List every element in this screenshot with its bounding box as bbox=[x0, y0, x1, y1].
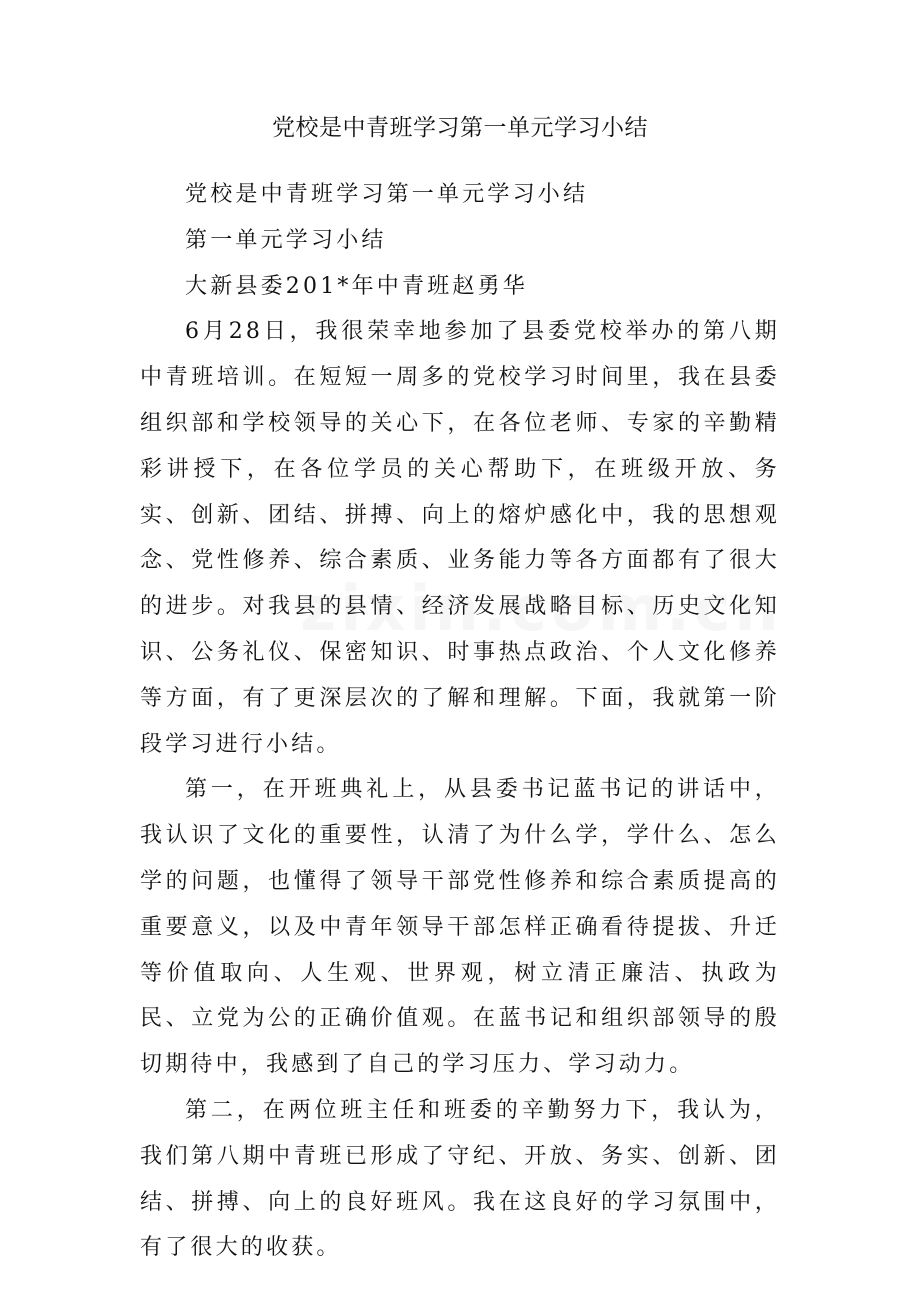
paragraph-intro: 6月28日，我很荣幸地参加了县委党校举办的第八期中青班培训。在短短一周多的党校学习时间里，我在县委组织部和学校领导的关心下，在各位老师、专家的辛勤精彩讲授下，在各位学员的关心帮助下，在班级开放、务实、创新、团结、拼搏、向上的熔炉感化中，我的思想观念、党性修养、综合素质、业务能力等各方面都有了很大的进步。对我县的县情、经济发展战略目标、历史文化知识、公务礼仪、保密知识、时事热点政治、个人文化修养等方面，有了更深层次的了解和理解。下面，我就第一阶段学习进行小结。 bbox=[140, 319, 780, 757]
paragraph-first: 第一，在开班典礼上，从县委书记蓝书记的讲话中，我认识了文化的重要性，认清了为什么学，学什么、怎么学的问题，也懂得了领导干部党性修养和综合素质提高的重要意义，以及中青年领导干部怎样正确看待提拔、升迁等价值取向、人生观、世界观，树立清正廉洁、执政为民、立党为公的正确价值观。在蓝书记和组织部领导的殷切期待中，我感到了自己的学习压力、学习动力。 bbox=[140, 777, 780, 1078]
paragraph-author: 大新县委201*年中青班赵勇华 bbox=[185, 273, 528, 299]
paragraph-second: 第二，在两位班主任和班委的辛勤努力下，我认为，我们第八期中青班已形成了守纪、开放、务实、创新、团结、拼搏、向上的良好班风。我在这良好的学习氛围中，有了很大的收获。 bbox=[140, 1097, 780, 1261]
paragraph-heading-repeat: 党校是中青班学习第一单元学习小结 bbox=[185, 182, 589, 207]
document-title: 党校是中青班学习第一单元学习小结 bbox=[272, 115, 648, 141]
document-body bbox=[140, 172, 780, 1271]
paragraph-subtitle: 第一单元学习小结 bbox=[185, 227, 387, 253]
